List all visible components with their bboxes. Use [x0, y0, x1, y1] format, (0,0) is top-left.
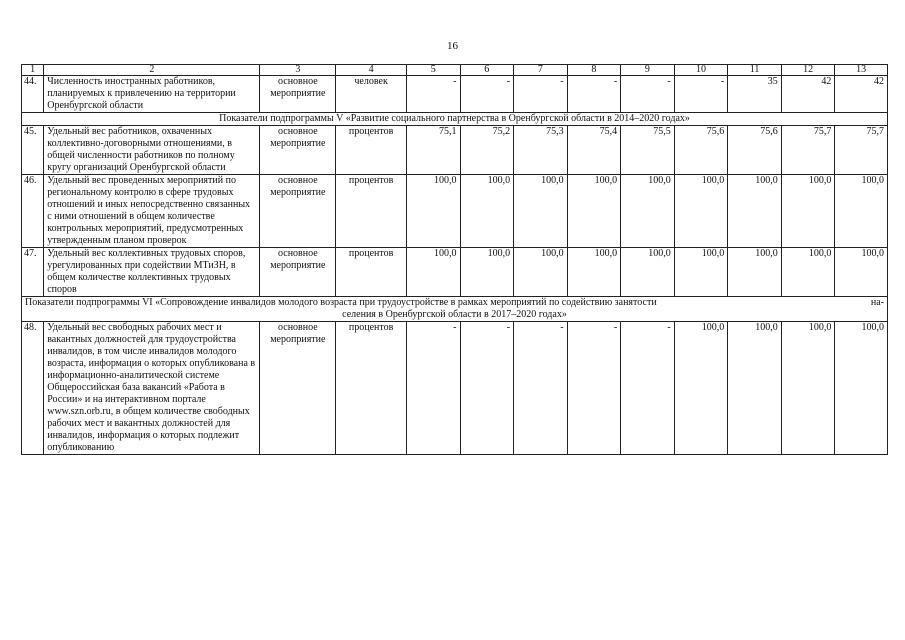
- value-cell: 75,3: [514, 126, 568, 175]
- unit: процентов: [336, 322, 407, 455]
- column-number-9: 9: [621, 65, 675, 76]
- value-cell: -: [621, 76, 675, 113]
- indicator-name: Численность иностранных работников, планируемых к привлечению на территории Оренбургской области: [44, 76, 260, 113]
- indicator-name: Удельный вес работников, охваченных коллективно-договорными отношениями, в общей численности работников по полному кругу организаций Оренбургской области: [44, 126, 260, 175]
- table-row: [22, 126, 888, 175]
- unit: процентов: [336, 175, 407, 248]
- table-row: [22, 322, 888, 455]
- value-cell: 100,0: [514, 248, 568, 297]
- section-title: [22, 297, 888, 322]
- value-cell: 100,0: [835, 322, 888, 455]
- value-cell: -: [674, 76, 728, 113]
- column-number-6: 6: [460, 65, 514, 76]
- indicator-type: основное мероприятие: [260, 322, 336, 455]
- indicator-type: основное мероприятие: [260, 76, 336, 113]
- value-cell: 100,0: [781, 175, 835, 248]
- value-cell: -: [567, 76, 621, 113]
- value-cell: 35: [728, 76, 782, 113]
- section-row: [22, 297, 888, 322]
- value-cell: 100,0: [621, 248, 675, 297]
- value-cell: 100,0: [674, 248, 728, 297]
- table-row: [22, 248, 888, 297]
- column-number-13: 13: [835, 65, 888, 76]
- value-cell: 100,0: [781, 248, 835, 297]
- value-cell: 75,7: [781, 126, 835, 175]
- unit: процентов: [336, 248, 407, 297]
- value-cell: 100,0: [674, 175, 728, 248]
- column-number-3: 3: [260, 65, 336, 76]
- header-row: [22, 65, 888, 76]
- value-cell: -: [406, 322, 460, 455]
- table-row: [22, 76, 888, 113]
- section-row: [22, 113, 888, 126]
- section-title-line2: селения в Оренбургской области в 2017–2020 годах»: [342, 309, 567, 320]
- value-cell: -: [567, 322, 621, 455]
- row-number: 45.: [22, 126, 44, 175]
- indicator-name: Удельный вес свободных рабочих мест и вакантных должностей для трудоустройства инвалидов, в том числе инвалидов молодого возраста, информация о которых опубликована в информационно-аналитической системе Общероссийская база вакансий «Работа в России» и на интерактивном портале www.szn.orb.ru, в общем количестве свободных рабочих мест и вакантных должностей для инвалидов, информация о которых подлежит опубликованию: [44, 322, 260, 455]
- value-cell: -: [460, 322, 514, 455]
- value-cell: -: [514, 76, 568, 113]
- value-cell: 100,0: [835, 248, 888, 297]
- indicator-name: Удельный вес коллективных трудовых споров, урегулированных при содействии МТиЗН, в общем количестве коллективных трудовых споров: [44, 248, 260, 297]
- row-number: 48.: [22, 322, 44, 455]
- value-cell: 100,0: [567, 175, 621, 248]
- indicator-type: основное мероприятие: [260, 126, 336, 175]
- unit: процентов: [336, 126, 407, 175]
- page-number: 16: [447, 40, 458, 52]
- value-cell: 42: [835, 76, 888, 113]
- value-cell: 100,0: [621, 175, 675, 248]
- value-cell: 100,0: [460, 248, 514, 297]
- value-cell: -: [621, 322, 675, 455]
- value-cell: 75,6: [728, 126, 782, 175]
- value-cell: 75,6: [674, 126, 728, 175]
- value-cell: 100,0: [728, 175, 782, 248]
- value-cell: 100,0: [514, 175, 568, 248]
- value-cell: 75,4: [567, 126, 621, 175]
- value-cell: -: [406, 76, 460, 113]
- indicator-name: Удельный вес проведенных мероприятий по региональному контролю в сфере трудовых отношений и иных непосредственно связанных с ними отношений в общем количестве контрольных мероприятий, предусмотренных утвержденным планом проверок: [44, 175, 260, 248]
- column-number-10: 10: [674, 65, 728, 76]
- column-number-7: 7: [514, 65, 568, 76]
- column-number-8: 8: [567, 65, 621, 76]
- value-cell: 100,0: [728, 322, 782, 455]
- value-cell: 100,0: [406, 248, 460, 297]
- section-title-hyphen-tail: на-: [870, 297, 884, 308]
- section-title-line1: Показатели подпрограммы VI «Сопровождение инвалидов молодого возраста при трудоустройстве в рамках мероприятий по содействию занятости: [25, 297, 657, 308]
- value-cell: 100,0: [781, 322, 835, 455]
- unit: человек: [336, 76, 407, 113]
- column-number-12: 12: [781, 65, 835, 76]
- indicator-type: основное мероприятие: [260, 248, 336, 297]
- row-number: 47.: [22, 248, 44, 297]
- indicators-table: [21, 64, 888, 455]
- value-cell: 75,2: [460, 126, 514, 175]
- column-number-1: 1: [22, 65, 44, 76]
- table-row: [22, 175, 888, 248]
- value-cell: 100,0: [674, 322, 728, 455]
- value-cell: 75,5: [621, 126, 675, 175]
- row-number: 46.: [22, 175, 44, 248]
- value-cell: 100,0: [460, 175, 514, 248]
- value-cell: 100,0: [406, 175, 460, 248]
- column-number-5: 5: [406, 65, 460, 76]
- row-number: 44.: [22, 76, 44, 113]
- value-cell: 42: [781, 76, 835, 113]
- column-number-4: 4: [336, 65, 407, 76]
- section-title: Показатели подпрограммы V «Развитие социального партнерства в Оренбургской области в 2014–2020 годах»: [22, 113, 888, 126]
- value-cell: -: [514, 322, 568, 455]
- value-cell: 100,0: [567, 248, 621, 297]
- value-cell: 75,7: [835, 126, 888, 175]
- value-cell: 75,1: [406, 126, 460, 175]
- indicator-type: основное мероприятие: [260, 175, 336, 248]
- column-number-2: 2: [44, 65, 260, 76]
- value-cell: -: [460, 76, 514, 113]
- value-cell: 100,0: [728, 248, 782, 297]
- value-cell: 100,0: [835, 175, 888, 248]
- column-number-11: 11: [728, 65, 782, 76]
